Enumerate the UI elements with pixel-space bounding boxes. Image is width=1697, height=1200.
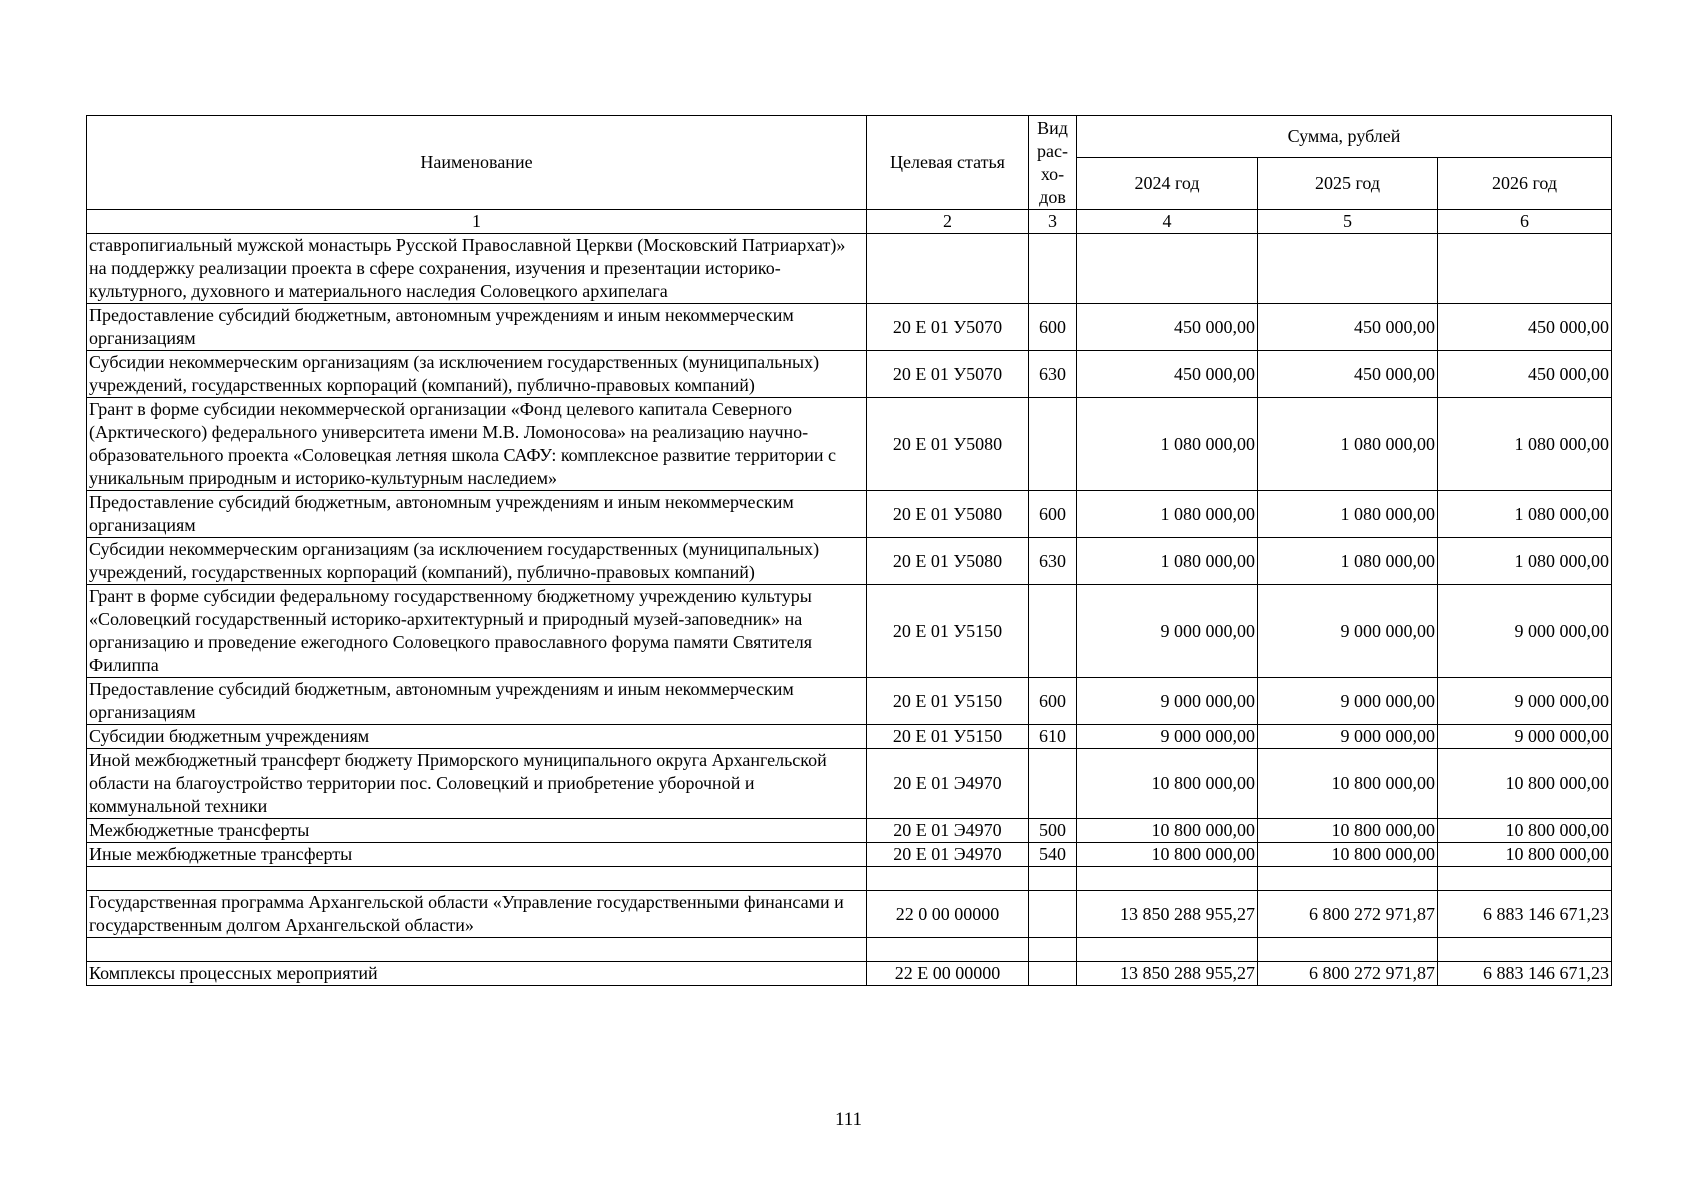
header-year-2026: 2026 год xyxy=(1438,158,1612,210)
row-name: Предоставление субсидий бюджетным, автономным учреждениям и иным некоммерческим организациям xyxy=(87,491,867,538)
expense-type-code xyxy=(1029,585,1077,678)
sum-2025: 9 000 000,00 xyxy=(1258,585,1438,678)
expense-type-code: 600 xyxy=(1029,491,1077,538)
column-numbers-row xyxy=(87,210,1612,234)
sum-2026: 1 080 000,00 xyxy=(1438,398,1612,491)
expense-type-code xyxy=(1029,398,1077,491)
table-row xyxy=(87,867,1612,891)
table-row xyxy=(87,585,1612,678)
table-row xyxy=(87,891,1612,938)
expense-type-code xyxy=(1029,962,1077,986)
target-article-code xyxy=(867,938,1029,962)
header-year-2025: 2025 год xyxy=(1258,158,1438,210)
expense-type-code xyxy=(1029,867,1077,891)
sum-2024: 13 850 288 955,27 xyxy=(1077,891,1258,938)
sum-2026: 10 800 000,00 xyxy=(1438,843,1612,867)
sum-2024 xyxy=(1077,867,1258,891)
target-article-code: 22 0 00 00000 xyxy=(867,891,1029,938)
row-name: Межбюджетные трансферты xyxy=(87,819,867,843)
row-name: Предоставление субсидий бюджетным, автономным учреждениям и иным некоммерческим организациям xyxy=(87,304,867,351)
expense-type-code xyxy=(1029,891,1077,938)
sum-2026 xyxy=(1438,867,1612,891)
target-article-code xyxy=(867,234,1029,304)
expense-type-code: 610 xyxy=(1029,725,1077,749)
sum-2025: 450 000,00 xyxy=(1258,304,1438,351)
sum-2025 xyxy=(1258,938,1438,962)
sum-2024: 450 000,00 xyxy=(1077,351,1258,398)
row-name: ставропигиальный мужской монастырь Русской Православной Церкви (Московский Патриархат)» на поддержку реализации проекта в сфере сохранения, изучения и презентации историко-культурного, духовного и материального наследия Соловецкого архипелага xyxy=(87,234,867,304)
sum-2025: 1 080 000,00 xyxy=(1258,398,1438,491)
sum-2024: 10 800 000,00 xyxy=(1077,749,1258,819)
sum-2024: 1 080 000,00 xyxy=(1077,491,1258,538)
page-number: 111 xyxy=(834,1109,863,1130)
sum-2026: 450 000,00 xyxy=(1438,351,1612,398)
sum-2026: 10 800 000,00 xyxy=(1438,749,1612,819)
sum-2025: 9 000 000,00 xyxy=(1258,678,1438,725)
table-row xyxy=(87,962,1612,986)
sum-2024: 450 000,00 xyxy=(1077,304,1258,351)
row-name: Иные межбюджетные трансферты xyxy=(87,843,867,867)
sum-2025: 6 800 272 971,87 xyxy=(1258,891,1438,938)
row-name: Государственная программа Архангельской области «Управление государственными финансами и государственным долгом Архангельской области» xyxy=(87,891,867,938)
table-row xyxy=(87,843,1612,867)
target-article-code: 20 Е 01 У5070 xyxy=(867,351,1029,398)
table-row xyxy=(87,351,1612,398)
sum-2026 xyxy=(1438,938,1612,962)
target-article-code: 20 Е 01 У5080 xyxy=(867,398,1029,491)
sum-2025: 10 800 000,00 xyxy=(1258,749,1438,819)
target-article-code: 20 Е 01 У5150 xyxy=(867,585,1029,678)
sum-2026: 10 800 000,00 xyxy=(1438,819,1612,843)
header-sum: Сумма, рублей xyxy=(1077,116,1612,158)
target-article-code: 20 Е 01 У5080 xyxy=(867,538,1029,585)
column-number: 1 xyxy=(87,210,867,234)
target-article-code: 20 Е 01 У5080 xyxy=(867,491,1029,538)
expense-type-code: 540 xyxy=(1029,843,1077,867)
expense-type-code xyxy=(1029,234,1077,304)
sum-2025: 10 800 000,00 xyxy=(1258,819,1438,843)
header-name: Наименование xyxy=(87,116,867,210)
sum-2026: 1 080 000,00 xyxy=(1438,538,1612,585)
sum-2025: 10 800 000,00 xyxy=(1258,843,1438,867)
table-row xyxy=(87,234,1612,304)
target-article-code: 20 Е 01 У5070 xyxy=(867,304,1029,351)
header-vid: Вид рас-хо-дов xyxy=(1029,116,1077,210)
target-article-code: 20 Е 01 У5150 xyxy=(867,725,1029,749)
sum-2024: 9 000 000,00 xyxy=(1077,585,1258,678)
sum-2024: 10 800 000,00 xyxy=(1077,819,1258,843)
row-name: Грант в форме субсидии федеральному государственному бюджетному учреждению культуры «Соловецкий государственный историко-архитектурный и природный музей-заповедник» на организацию и проведение ежегодного Соловецкого православного форума памяти Святителя Филиппа xyxy=(87,585,867,678)
header-year-2024: 2024 год xyxy=(1077,158,1258,210)
expense-type-code: 500 xyxy=(1029,819,1077,843)
sum-2024: 10 800 000,00 xyxy=(1077,843,1258,867)
table-row xyxy=(87,725,1612,749)
sum-2025 xyxy=(1258,867,1438,891)
sum-2025 xyxy=(1258,234,1438,304)
sum-2024: 1 080 000,00 xyxy=(1077,538,1258,585)
row-name: Комплексы процессных мероприятий xyxy=(87,962,867,986)
table-row xyxy=(87,304,1612,351)
column-number: 6 xyxy=(1438,210,1612,234)
row-name: Субсидии некоммерческим организациям (за исключением государственных (муниципальных) учреждений, государственных корпораций (компаний), публично-правовых компаний) xyxy=(87,538,867,585)
sum-2024: 9 000 000,00 xyxy=(1077,678,1258,725)
sum-2024: 9 000 000,00 xyxy=(1077,725,1258,749)
sum-2024 xyxy=(1077,938,1258,962)
target-article-code: 20 Е 01 Э4970 xyxy=(867,749,1029,819)
expense-type-code xyxy=(1029,749,1077,819)
target-article-code xyxy=(867,867,1029,891)
sum-2026: 6 883 146 671,23 xyxy=(1438,891,1612,938)
table-row xyxy=(87,749,1612,819)
row-name: Иной межбюджетный трансферт бюджету Приморского муниципального округа Архангельской области на благоустройство территории пос. Соловецкий и приобретение уборочной и коммунальной техники xyxy=(87,749,867,819)
column-number: 2 xyxy=(867,210,1029,234)
row-name xyxy=(87,938,867,962)
table-row xyxy=(87,538,1612,585)
table-row xyxy=(87,938,1612,962)
column-number: 3 xyxy=(1029,210,1077,234)
target-article-code: 20 Е 01 У5150 xyxy=(867,678,1029,725)
expense-type-code: 630 xyxy=(1029,538,1077,585)
sum-2025: 1 080 000,00 xyxy=(1258,491,1438,538)
expense-type-code: 600 xyxy=(1029,678,1077,725)
table-row xyxy=(87,819,1612,843)
table-row xyxy=(87,398,1612,491)
table-body xyxy=(87,234,1612,986)
column-number: 5 xyxy=(1258,210,1438,234)
expense-type-code: 600 xyxy=(1029,304,1077,351)
sum-2026: 9 000 000,00 xyxy=(1438,725,1612,749)
sum-2025: 1 080 000,00 xyxy=(1258,538,1438,585)
target-article-code: 20 Е 01 Э4970 xyxy=(867,843,1029,867)
row-name xyxy=(87,867,867,891)
row-name: Субсидии некоммерческим организациям (за исключением государственных (муниципальных) учреждений, государственных корпораций (компаний), публично-правовых компаний) xyxy=(87,351,867,398)
sum-2025: 9 000 000,00 xyxy=(1258,725,1438,749)
sum-2026: 6 883 146 671,23 xyxy=(1438,962,1612,986)
sum-2026 xyxy=(1438,234,1612,304)
sum-2026: 450 000,00 xyxy=(1438,304,1612,351)
sum-2025: 450 000,00 xyxy=(1258,351,1438,398)
column-number: 4 xyxy=(1077,210,1258,234)
sum-2025: 6 800 272 971,87 xyxy=(1258,962,1438,986)
budget-table xyxy=(86,115,1612,986)
sum-2024 xyxy=(1077,234,1258,304)
table-row xyxy=(87,678,1612,725)
row-name: Предоставление субсидий бюджетным, автономным учреждениям и иным некоммерческим организациям xyxy=(87,678,867,725)
expense-type-code xyxy=(1029,938,1077,962)
sum-2024: 13 850 288 955,27 xyxy=(1077,962,1258,986)
sum-2026: 1 080 000,00 xyxy=(1438,491,1612,538)
sum-2026: 9 000 000,00 xyxy=(1438,585,1612,678)
row-name: Субсидии бюджетным учреждениям xyxy=(87,725,867,749)
target-article-code: 22 Е 00 00000 xyxy=(867,962,1029,986)
sum-2026: 9 000 000,00 xyxy=(1438,678,1612,725)
target-article-code: 20 Е 01 Э4970 xyxy=(867,819,1029,843)
sum-2024: 1 080 000,00 xyxy=(1077,398,1258,491)
row-name: Грант в форме субсидии некоммерческой организации «Фонд целевого капитала Северного (Арктического) федерального университета имени М.В. Ломоносова» на реализацию научно-образовательного проекта «Соловецкая летняя школа САФУ: комплексное развитие территории с уникальным природным и историко-культурным наследием» xyxy=(87,398,867,491)
expense-type-code: 630 xyxy=(1029,351,1077,398)
table-row xyxy=(87,491,1612,538)
header-code: Целевая статья xyxy=(867,116,1029,210)
